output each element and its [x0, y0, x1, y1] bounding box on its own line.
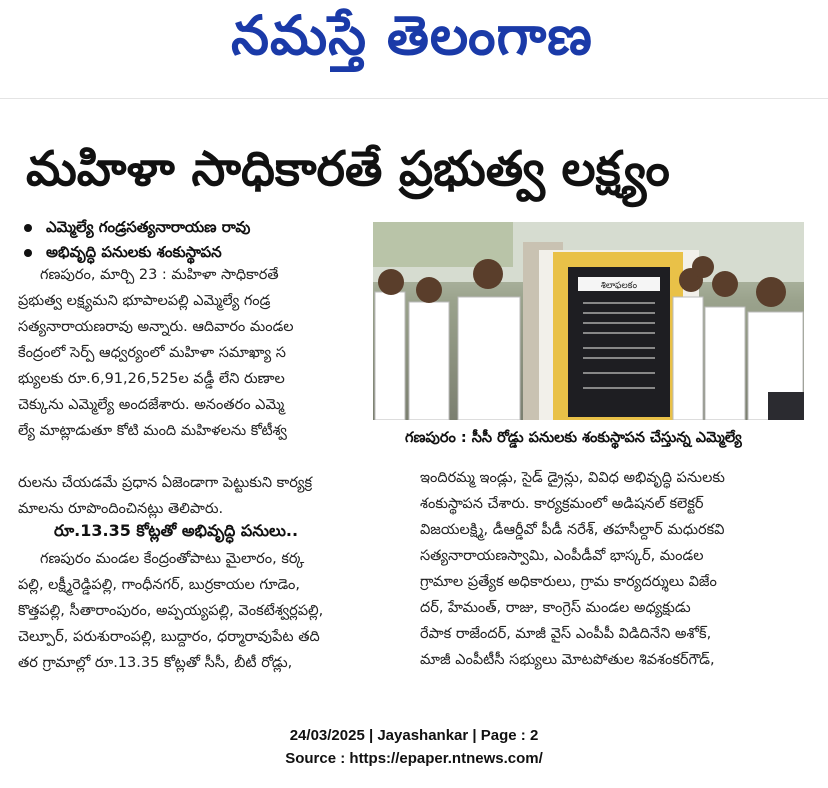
photo-caption: గణపురం : సీసీ రోడ్డు పనులకు శంకుస్థాపన చేస్తున్న ఎమ్మెల్యే: [405, 430, 742, 446]
body-line: భ్యులకు రూ.6,91,26,525ల వడ్డీ లేని రుణాల: [18, 371, 285, 387]
bullet-text: అభివృద్ధి పనులకు శంకుస్థాపన: [46, 243, 222, 261]
masthead: [0, 0, 828, 80]
body-line: దర్, హేమంత్, రాజు, కాంగ్రెస్ మండల అధ్యక్షుడు: [420, 600, 691, 616]
article-column-1-wide: [18, 470, 398, 522]
photo-illustration: [373, 222, 804, 420]
body-line: ల్యే మాట్లాడుతూ కోటి మంది మహిళలను కోటీశ్వ: [18, 423, 287, 439]
article-column-1-continued: [18, 546, 418, 676]
body-line: గణపురం, మార్చి 23 : మహిళా సాధికారతే: [40, 267, 279, 283]
body-line: శంకుస్థాపన చేశారు. కార్యక్రమంలో అడిషనల్ కలెక్టర్: [420, 496, 704, 512]
body-line: పల్లి, లక్ష్మీరెడ్డిపల్లి, గాంధీనగర్, బుర్రకాయల గూడెం,: [18, 577, 301, 593]
masthead-divider: [0, 98, 828, 99]
body-line: గణపురం మండల కేంద్రంతోపాటు మైలారం, కర్క: [40, 551, 305, 567]
body-line: రేపాక రాజేందర్, మాజీ వైస్ ఎంపీపీ విడిదినేని అశోక్,: [420, 626, 712, 642]
article-column-2: [420, 465, 810, 673]
bullet-dot-icon: [24, 249, 32, 257]
body-line: ప్రభుత్వ లక్ష్యమని భూపాలపల్లి ఎమ్మెల్యే గండ్ర: [18, 293, 271, 309]
bullet-text: ఎమ్మెల్యే గండ్రసత్యనారాయణ రావు: [46, 218, 251, 236]
body-line: విజయలక్ష్మి, డీఆర్డీవో పీడీ నరేశ్, తహసీల్దార్ మధురకవి: [420, 522, 725, 538]
article-headline: మహిళా సాధికారతే ప్రభుత్వ లక్ష్యం: [26, 141, 670, 197]
bullet-dot-icon: [24, 224, 32, 232]
plaque-label: శిలాఫలకం: [600, 281, 638, 291]
body-line: మాలను రూపొందించినట్లు తెలిపారు.: [18, 501, 224, 517]
body-line: కొత్తపల్లి, సీతారాంపురం, అప్పయ్యపల్లి, వెంకటేశ్వర్లపల్లి,: [18, 603, 324, 619]
body-line: చెల్పూర్, పరుశురాంపల్లి, బుద్దారం, ధర్మారావుపేట తది: [18, 629, 320, 645]
body-line: సత్యనారాయణరావు అన్నారు. ఆదివారం మండల: [18, 319, 294, 335]
footer-dateline: 24/03/2025 | Jayashankar | Page : 2: [289, 727, 539, 744]
body-line: చెక్కును ఎమ్మెల్యే అందజేశారు. అనంతరం ఎమ్మె: [18, 397, 285, 413]
body-line: రులను చేయడమే ప్రధాన ఏజెండాగా పెట్టుకుని కార్యక్ర: [18, 475, 313, 491]
body-line: కేంద్రంలో సెర్ప్ ఆధ్వర్యంలో మహిళా సమాఖ్యా స: [18, 345, 286, 361]
body-line: తర గ్రామాల్లో రూ.13.35 కోట్లతో సీసీ, బీటీ రోడ్లు,: [18, 655, 293, 671]
body-line: గ్రామాల ప్రత్యేక అధికారులు, గ్రామ కార్యదర్శులు విజేం: [420, 574, 717, 590]
article-subheading: రూ.13.35 కోట్లతో అభివృద్ధి పనులు..: [54, 521, 299, 540]
body-line: ఇందిరమ్మ ఇండ్లు, సైడ్ డ్రైన్లు, వివిధ అభివృద్ధి పనులకు: [420, 470, 725, 486]
body-line: మాజీ ఎంపీటీసీ సభ్యులు మోటపోతుల శివశంకర్‌గౌడ్,: [420, 652, 715, 668]
body-line: సత్యనారాయణస్వామి, ఎంపీడీవో భాస్కర్, మండల: [420, 548, 704, 564]
footer-source: Source : https://epaper.ntnews.com/: [285, 750, 543, 767]
article-column-1: [18, 262, 370, 444]
news-photo: [373, 222, 804, 420]
bullet-point: [24, 218, 250, 240]
newspaper-logo: నమస్తే తెలంగాణ: [231, 4, 593, 67]
